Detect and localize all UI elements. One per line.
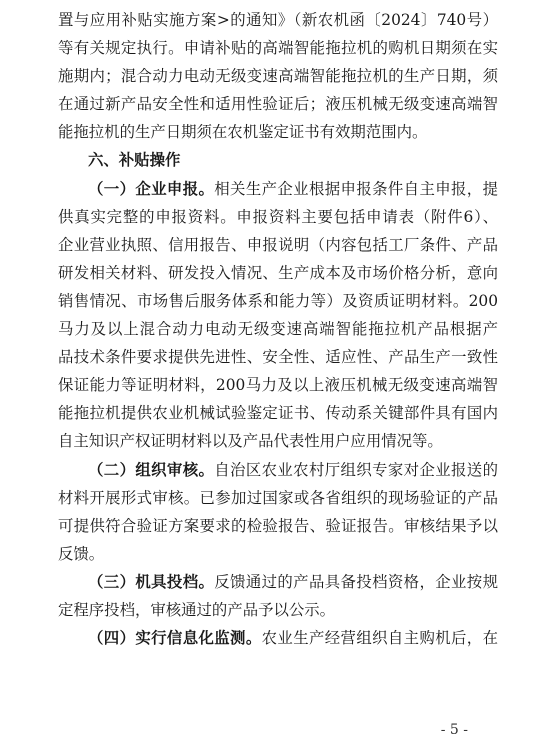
text-line <box>58 427 498 455</box>
text-line <box>58 456 498 484</box>
line-text: 能拖拉机提供农业机械试验鉴定证书、传动系关键部件具有国内 <box>58 404 498 423</box>
page-number: - 5 - <box>440 722 468 738</box>
subsection-title: （一）企业申报。 <box>88 179 215 198</box>
text-line <box>58 315 498 343</box>
text-line <box>58 231 498 259</box>
line-text: 能拖拉机的生产日期须在农机鉴定证书有效期范围内。 <box>58 123 428 142</box>
text-line <box>58 34 498 62</box>
section-heading <box>58 146 498 174</box>
line-text: 在通过新产品安全性和适用性验证后；液压机械无级变速高端智 <box>58 95 498 114</box>
line-text: 自治区农业农村厅组织专家对企业报送的 <box>214 460 498 479</box>
line-text: 施期内；混合动力电动无级变速高端智能拖拉机的生产日期，须 <box>58 67 498 86</box>
text-line <box>58 90 498 118</box>
line-text: 定程序投档，审核通过的产品予以公示。 <box>58 600 336 619</box>
line-text: 农业生产经营组织自主购机后，在 <box>261 629 498 648</box>
line-text: 置与应用补贴实施方案>的通知》（新农机函〔2024〕740号） <box>58 11 498 29</box>
subsection-title: （四）实行信息化监测。 <box>88 629 262 648</box>
line-text: 品技术条件要求提供先进性、安全性、适应性、产品生产一致性 <box>58 348 498 367</box>
line-text: 反馈通过的产品具备投档资格，企业按规 <box>214 572 498 591</box>
text-line <box>58 624 498 652</box>
text-line <box>58 6 498 34</box>
line-text: 销售情况、市场售后服务体系和能力等）及资质证明材料。200 <box>58 291 498 310</box>
text-line <box>58 399 498 427</box>
text-line <box>58 62 498 90</box>
line-text: 材料开展形式审核。已参加过国家或各省组织的现场验证的产品 <box>58 488 498 507</box>
line-text: 马力及以上混合动力电动无级变速高端智能拖拉机产品根据产 <box>58 320 498 339</box>
line-text: 反馈。 <box>58 544 105 563</box>
text-line <box>58 540 498 568</box>
section-heading-text: 六、补贴操作 <box>88 151 181 170</box>
line-text: 可提供符合验证方案要求的检验报告、验证报告。审核结果予以 <box>58 516 498 535</box>
text-line <box>58 512 498 540</box>
text-line <box>58 371 498 399</box>
text-line <box>58 259 498 287</box>
line-text: 自主知识产权证明材料以及产品代表性用户应用情况等。 <box>58 432 443 451</box>
line-text: 等有关规定执行。申请补贴的高端智能拖拉机的购机日期须在实 <box>58 39 498 58</box>
text-line <box>58 175 498 203</box>
subsection-title: （三）机具投档。 <box>88 572 215 591</box>
text-line <box>58 343 498 371</box>
text-line <box>58 118 498 146</box>
text-line <box>58 203 498 231</box>
line-text: 研发相关材料、研发投入情况、生产成本及市场价格分析，意向 <box>58 263 498 282</box>
line-text: 相关生产企业根据申报条件自主申报，提 <box>214 179 498 198</box>
line-text: 企业营业执照、信用报告、申报说明（内容包括工厂条件、产品 <box>58 235 498 254</box>
line-text: 供真实完整的申报资料。申报资料主要包括申请表（附件6）、 <box>58 207 498 226</box>
text-line <box>58 484 498 512</box>
text-line <box>58 596 498 624</box>
text-line <box>58 568 498 596</box>
subsection-title: （二）组织审核。 <box>88 460 215 479</box>
line-text: 保证能力等证明材料，200马力及以上液压机械无级变速高端智 <box>58 376 498 395</box>
text-line <box>58 287 498 315</box>
